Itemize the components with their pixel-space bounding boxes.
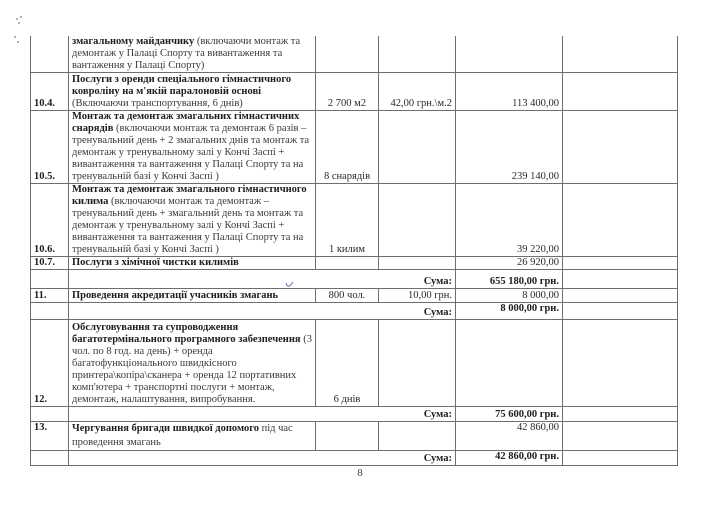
row-description xyxy=(69,320,316,407)
row-note xyxy=(563,320,678,407)
row-number: 10.5. xyxy=(31,111,69,184)
row-quantity xyxy=(316,257,379,270)
row-number: 11. xyxy=(31,289,69,303)
row-description xyxy=(69,73,316,111)
table-row xyxy=(31,111,678,184)
suma-label: Сума: xyxy=(69,451,456,466)
subtotal-row xyxy=(31,303,678,320)
row-note xyxy=(563,184,678,257)
subtotal-row xyxy=(31,451,678,466)
empty-cell xyxy=(563,303,678,320)
row-description xyxy=(69,257,316,270)
row-description xyxy=(69,184,316,257)
table-row xyxy=(31,73,678,111)
row-quantity: 800 чол. xyxy=(316,289,379,303)
row-sum xyxy=(456,320,563,407)
subtotal-row xyxy=(31,270,678,289)
empty-cell xyxy=(563,451,678,466)
description-bold: Проведення акредитації учасників змагань xyxy=(72,290,279,301)
row-price: 10,00 грн. xyxy=(379,289,456,303)
row-price xyxy=(379,111,456,184)
description-bold: Послуги з оренди спеціального гімнастичного ковроліну на м'якій паралоновій основі xyxy=(72,74,292,97)
description-bold: Обслуговування та супроводження багатотермінального програмного забезпечення xyxy=(72,322,301,345)
row-price xyxy=(379,320,456,407)
row-note xyxy=(563,73,678,111)
row-note xyxy=(563,257,678,270)
description-rest: (включаючи монтаж та демонтаж – тренувальний день + змагальний день та монтаж та демонтаж у тренувальному залі у Кончі Заспі + вивантаження та вантаження у Палаці Спорту та на тренувальній базі у Кончі Заспі ) xyxy=(72,196,304,255)
subtotal-value: 42 860,00 грн. xyxy=(456,451,563,466)
row-number: 10.7. xyxy=(31,257,69,270)
description-rest: (включаючи монтаж та демонтаж у Палаці Спорту та вивантаження та вантаження у Палаці Спорту) xyxy=(72,36,301,71)
row-sum: 42 860,00 xyxy=(456,422,563,451)
table-row xyxy=(31,320,678,407)
row-number: 12. xyxy=(31,320,69,407)
row-description xyxy=(69,289,316,303)
table-row xyxy=(31,257,678,270)
subtotal-value: 8 000,00 грн. xyxy=(456,303,563,320)
description-rest: (включаючи монтаж та демонтаж 6 разів – тренувальний день + 2 змагальних днів та монтаж та демонтаж у тренувальному залі у Кончі Заспі + вивантаження та вантаження у Палаці Спорту та на тренувальній базі у Кончі Заспі ) xyxy=(72,123,310,182)
row-sum: 113 400,00 xyxy=(456,73,563,111)
description-bold: змагальному майданчику xyxy=(72,36,195,47)
row-description xyxy=(69,36,316,73)
page-number: 8 xyxy=(357,467,363,479)
row-price: 42,00 грн.\м.2 xyxy=(379,73,456,111)
handwritten-check-icon xyxy=(285,281,295,291)
row-note xyxy=(563,289,678,303)
empty-cell xyxy=(563,407,678,422)
row-quantity: 2 700 м2 xyxy=(316,73,379,111)
description-bold: Монтаж та демонтаж змагальних гімнастичних снарядів xyxy=(72,111,300,134)
row-quantity xyxy=(316,422,379,451)
table-row xyxy=(31,289,678,303)
suma-label: Сума: xyxy=(69,270,456,289)
description-bold: Послуги з хімічної чистки килимів xyxy=(72,257,239,268)
row-description xyxy=(69,111,316,184)
description-rest: (Включаючи транспортування, 6 днів) xyxy=(72,98,243,109)
subtotal-value: 75 600,00 грн. xyxy=(456,407,563,422)
row-note xyxy=(563,111,678,184)
description-bold: Монтаж та демонтаж змагального гімнастичного килима xyxy=(72,184,307,207)
row-sum: 39 220,00 xyxy=(456,184,563,257)
empty-cell xyxy=(31,270,69,289)
row-price xyxy=(379,257,456,270)
table-row xyxy=(31,184,678,257)
table-row xyxy=(31,422,678,451)
empty-cell xyxy=(31,407,69,422)
empty-cell xyxy=(31,451,69,466)
row-sum: 239 140,00 xyxy=(456,111,563,184)
row-description xyxy=(69,422,316,451)
description-rest: під час проведення змагань xyxy=(72,423,293,448)
subtotal-row xyxy=(31,407,678,422)
description-rest: (3 чол. по 8 год. на день) + оренда багатофункціонального швидкісного принтера\копіра\сканера + оренда 12 портативних комп'ютера + транспортні послуги + монтаж, демонтаж, налаштування, випробування. xyxy=(72,334,312,405)
row-quantity: 1 килим xyxy=(316,184,379,257)
row-sum: 8 000,00 xyxy=(456,289,563,303)
scan-specks xyxy=(12,10,26,50)
suma-label: Сума: xyxy=(69,407,456,422)
row-quantity: 6 днів xyxy=(316,320,379,407)
suma-label: Сума: xyxy=(69,303,456,320)
table-row xyxy=(31,36,678,73)
subtotal-value: 655 180,00 грн. xyxy=(456,270,563,289)
estimate-table xyxy=(30,36,678,466)
empty-cell xyxy=(563,270,678,289)
row-note xyxy=(563,36,678,73)
description-bold: Чергування бригади швидкої допомого xyxy=(72,423,259,434)
row-price xyxy=(379,422,456,451)
row-price xyxy=(379,184,456,257)
row-sum: 26 920,00 xyxy=(456,257,563,270)
row-number: 10.6. xyxy=(31,184,69,257)
row-quantity: 8 снарядів xyxy=(316,111,379,184)
row-number: 10.4. xyxy=(31,73,69,111)
empty-cell xyxy=(31,303,69,320)
row-quantity xyxy=(316,36,379,73)
row-note xyxy=(563,422,678,451)
row-sum xyxy=(456,36,563,73)
row-price xyxy=(379,36,456,73)
row-number: 13. xyxy=(31,422,69,451)
row-number xyxy=(31,36,69,73)
